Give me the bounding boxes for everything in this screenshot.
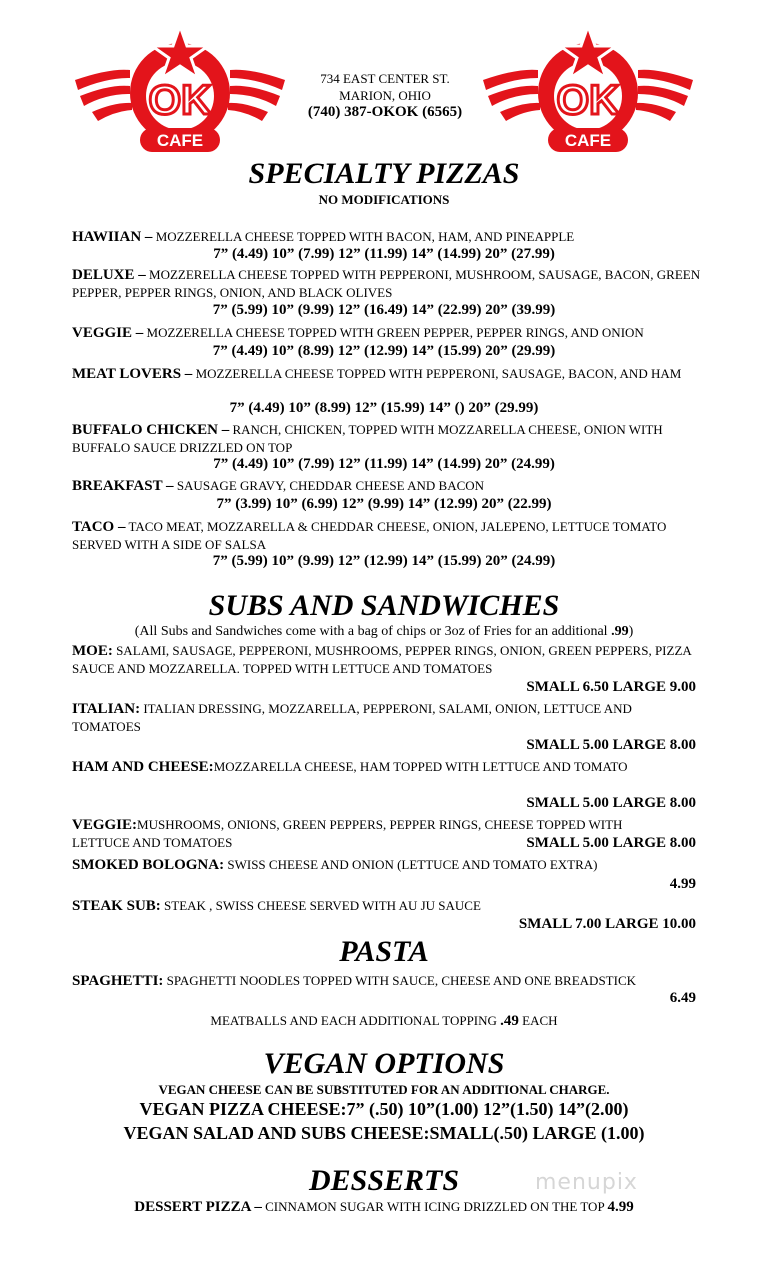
- sub-item-moe: [72, 642, 702, 677]
- item-desc: ITALIAN DRESSING, MOZZARELLA, PEPPERONI, SALAMI, ONION, LETTUCE AND TOMATOES: [72, 701, 632, 734]
- item-name: DESSERT PIZZA –: [134, 1199, 262, 1215]
- subs-note-text: (All Subs and Sandwiches come with a bag of chips or 3oz of Fries for an additional: [134, 624, 612, 639]
- item-name: VEGGIE:: [72, 817, 138, 833]
- item-desc: SWISS CHEESE AND ONION (LETTUCE AND TOMATO EXTRA): [224, 857, 598, 872]
- item-desc: MUSHROOMS, ONIONS, GREEN PEPPERS, PEPPER RINGS, CHEESE TOPPED WITH LETTUCE AND TOMATOES: [72, 817, 623, 850]
- pizza-prices: 7” (5.99) 10” (9.99) 12” (12.99) 14” (15.99) 20” (24.99): [212, 553, 556, 569]
- pizza-item-hawaiian: [72, 228, 702, 246]
- logo-cafe-text: CAFE: [564, 131, 612, 150]
- section-title-desserts: DESSERTS: [308, 1164, 460, 1197]
- pizza-item-breakfast: [72, 477, 702, 495]
- pizza-prices: 7” (4.49) 10” (8.99) 12” (12.99) 14” (15.99) 20” (29.99): [212, 343, 556, 359]
- item-name: VEGGIE –: [72, 325, 144, 341]
- item-desc: STEAK , SWISS CHEESE SERVED WITH AU JU SAUCE: [160, 898, 481, 913]
- pizza-item-buffalo-chicken: [72, 421, 702, 456]
- item-name: STEAK SUB:: [72, 898, 161, 914]
- address-city: MARION, OHIO: [339, 88, 431, 103]
- vegan-note: VEGAN CHEESE CAN BE SUBSTITUTED FOR AN ADDITIONAL CHARGE.: [158, 1082, 610, 1097]
- subs-note-price: .99: [611, 624, 629, 639]
- subs-note: [0, 624, 768, 640]
- item-name: BREAKFAST –: [72, 478, 174, 494]
- section-title-subs: SUBS AND SANDWICHES: [208, 589, 560, 622]
- item-name: MOE:: [72, 643, 113, 659]
- logo-ok-text: OK: [556, 76, 620, 123]
- subs-note-end: ): [628, 624, 634, 639]
- ok-cafe-logo-right: [478, 18, 698, 158]
- item-desc: TACO MEAT, MOZZARELLA & CHEDDAR CHEESE, ONION, JALEPENO, LETTUCE TOMATO SERVED WITH A SIDE OF SALSA: [72, 519, 667, 552]
- pasta-extra: [0, 1013, 768, 1030]
- address-street: 734 EAST CENTER ST.: [320, 71, 450, 86]
- pasta-item-spaghetti: [72, 972, 702, 990]
- sub-item-smoked-bologna: [72, 856, 702, 874]
- dessert-item-pizza: [0, 1199, 768, 1216]
- item-name: DELUXE –: [72, 267, 146, 283]
- pizza-prices: 7” (3.99) 10” (6.99) 12” (9.99) 14” (12.99) 20” (22.99): [216, 496, 552, 512]
- logo-ok-text: OK: [148, 76, 212, 123]
- pizza-item-taco: [72, 518, 702, 553]
- item-price: 4.99: [607, 1199, 634, 1215]
- menupix-watermark: menupix: [535, 1170, 638, 1195]
- pasta-price: 6.49: [669, 990, 696, 1006]
- item-desc: RANCH, CHICKEN, TOPPED WITH MOZZARELLA CHEESE, ONION WITH BUFFALO SAUCE DRIZZLED ON TOP: [72, 422, 663, 455]
- item-name: MEAT LOVERS –: [72, 366, 193, 382]
- pizza-item-meat-lovers: [72, 365, 702, 383]
- item-name: HAM AND CHEESE:: [72, 759, 214, 775]
- vegan-pizza-cheese: VEGAN PIZZA CHEESE:7” (.50) 10”(1.00) 12”(1.50) 14”(2.00): [139, 1099, 629, 1119]
- item-desc: MOZZERELLA CHEESE TOPPED WITH PEPPERONI, MUSHROOM, SAUSAGE, BACON, GREEN PEPPER, PEPPER RINGS, ONION, AND BLACK OLIVES: [72, 267, 701, 300]
- item-name: HAWIIAN –: [72, 229, 153, 245]
- ok-cafe-logo-left: [70, 18, 290, 158]
- pizza-prices: 7” (4.49) 10” (8.99) 12” (15.99) 14” () 20” (29.99): [229, 400, 539, 416]
- pizza-prices: 7” (4.49) 10” (7.99) 12” (11.99) 14” (14.99) 20” (27.99): [213, 246, 555, 262]
- sub-item-italian: [72, 700, 702, 735]
- pasta-extra-text: MEATBALLS AND EACH ADDITIONAL TOPPING: [210, 1013, 501, 1028]
- item-desc: MOZZERELLA CHEESE TOPPED WITH BACON, HAM, AND PINEAPPLE: [152, 229, 575, 244]
- item-desc: SALAMI, SAUSAGE, PEPPERONI, MUSHROOMS, PEPPER RINGS, ONION, GREEN PEPPERS, PIZZA SAUCE AND MOZZARELLA. TOPPED WITH LETTUCE AND TOMATOES: [72, 643, 692, 676]
- item-desc: MOZZARELLA CHEESE, HAM TOPPED WITH LETTUCE AND TOMATO: [213, 759, 628, 774]
- pizza-item-veggie: [72, 324, 702, 342]
- pizza-prices: 7” (4.49) 10” (7.99) 12” (11.99) 14” (14.99) 20” (24.99): [213, 456, 555, 472]
- pizzas-subtitle: NO MODIFICATIONS: [318, 192, 450, 207]
- section-title-pizzas: SPECIALTY PIZZAS: [248, 157, 520, 190]
- pizza-prices: 7” (5.99) 10” (9.99) 12” (16.49) 14” (22.99) 20” (39.99): [212, 302, 556, 318]
- pizza-item-deluxe: [72, 266, 702, 301]
- item-desc: CINNAMON SUGAR WITH ICING DRIZZLED ON THE TOP: [261, 1199, 608, 1214]
- item-name: SMOKED BOLOGNA:: [72, 857, 225, 873]
- sub-price: SMALL 7.00 LARGE 10.00: [518, 916, 696, 932]
- item-name: BUFFALO CHICKEN –: [72, 422, 230, 438]
- sub-price: 4.99: [669, 876, 696, 892]
- sub-item-ham-and-cheese: [72, 758, 702, 776]
- sub-price: SMALL 5.00 LARGE 8.00: [526, 737, 696, 753]
- vegan-salad-subs-cheese: VEGAN SALAD AND SUBS CHEESE:SMALL(.50) LARGE (1.00): [123, 1123, 645, 1143]
- pasta-extra-price: .49: [500, 1013, 519, 1029]
- item-name: ITALIAN:: [72, 701, 141, 717]
- section-title-pasta: PASTA: [339, 935, 429, 968]
- item-desc: SAUSAGE GRAVY, CHEDDAR CHEESE AND BACON: [173, 478, 485, 493]
- logo-cafe-text: CAFE: [156, 131, 204, 150]
- item-desc: MOZZERELLA CHEESE TOPPED WITH PEPPERONI, SAUSAGE, BACON, AND HAM: [192, 366, 682, 381]
- item-desc: SPAGHETTI NOODLES TOPPED WITH SAUCE, CHEESE AND ONE BREADSTICK: [163, 973, 637, 988]
- sub-price: SMALL 5.00 LARGE 8.00: [526, 835, 696, 851]
- item-name: SPAGHETTI:: [72, 973, 164, 989]
- sub-price: SMALL 5.00 LARGE 8.00: [526, 795, 696, 811]
- sub-item-steak-sub: [72, 897, 702, 915]
- address-block: [265, 70, 505, 121]
- item-desc: MOZZERELLA CHEESE TOPPED WITH GREEN PEPPER, PEPPER RINGS, AND ONION: [143, 325, 644, 340]
- section-title-vegan: VEGAN OPTIONS: [263, 1047, 505, 1080]
- pasta-extra-end: EACH: [518, 1013, 558, 1028]
- phone-number: (740) 387-OKOK (6565): [307, 104, 463, 120]
- item-name: TACO –: [72, 519, 126, 535]
- sub-price: SMALL 6.50 LARGE 9.00: [526, 679, 696, 695]
